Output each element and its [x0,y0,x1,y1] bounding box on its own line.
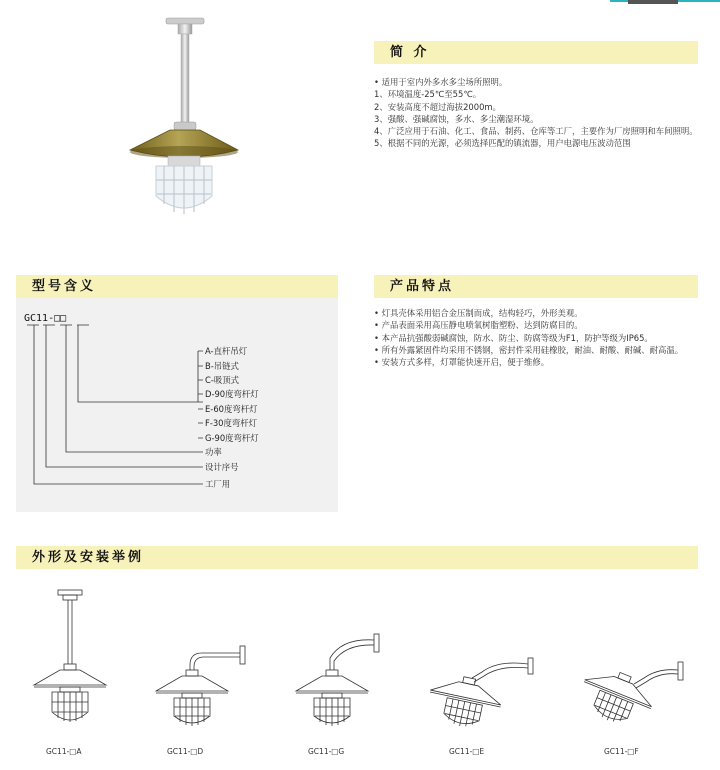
intro-item: 1、环境温度-25℃至55℃。 [374,89,482,100]
install-caption-g: GC11-□G [308,747,345,756]
model-label-c: C-吸顶式 [205,375,239,385]
model-label-power: 功率 [205,447,222,457]
intro-item: 3、强酸、强碱腐蚀，多水、多尘潮湿环境。 [374,113,539,124]
install-caption-a: GC11-□A [46,747,82,756]
feature-item: • 灯具壳体采用铝合金压制而成，结构轻巧，外形美观。 [374,308,583,318]
model-label-f: F-30度弯杆灯 [205,418,257,428]
model-label-e: E-60度弯杆灯 [205,404,258,414]
install-caption-d: GC11-□D [167,747,204,756]
intro-heading: 简 介 [374,41,698,64]
lamp-drawing-g [294,628,384,730]
install-caption-f: GC11-□F [604,747,639,756]
features-list [374,307,699,368]
lamp-drawing-f [580,658,690,730]
model-code: GC11-□□ [24,313,67,324]
model-heading: 型号含义 [16,275,338,298]
model-label-b: B-吊链式 [205,361,239,371]
lamp-drawing-a [30,590,110,730]
intro-item: • 适用于室内外多水多尘场所照明。 [374,77,508,87]
lamp-drawing-d [150,638,250,730]
intro-item: 2、安装高度不超过海拔2000m。 [374,101,501,112]
model-label-d: D-90度弯杆灯 [205,389,259,399]
install-caption-e: GC11-□E [449,747,485,756]
feature-item: • 安装方式多样，灯罩能快速开启，便于维修。 [374,357,550,368]
model-label-serial: 设计序号 [205,462,239,472]
intro-item: 5、根据不同的光源，必须选择匹配的镇流器，用户电源电压波动范围 [374,138,631,149]
feature-item: • 所有外露紧固件均采用不锈钢，密封件采用硅橡胶，耐油、耐酸、耐碱、耐高温。 [374,344,684,355]
feature-item: • 产品表面采用高压静电喷氧树脂塑粉、达到防腐目的。 [374,320,583,331]
intro-item: 4、广泛应用于石油、化工、食品、制药、仓库等工厂，主要作为厂房照明和车间照明。 [374,126,698,137]
feature-item: • 本产品抗强酸弱碱腐蚀，防水、防尘、防腐等级为F1，防护等级为IP65。 [374,332,653,343]
model-label-g: G-90度弯杆灯 [205,433,259,443]
install-heading: 外形及安装举例 [16,546,698,569]
features-heading: 产品特点 [374,275,698,298]
model-label-factory: 工厂用 [205,479,231,489]
lamp-drawing-e [428,656,538,730]
model-label-a: A-直杆吊灯 [205,346,248,356]
